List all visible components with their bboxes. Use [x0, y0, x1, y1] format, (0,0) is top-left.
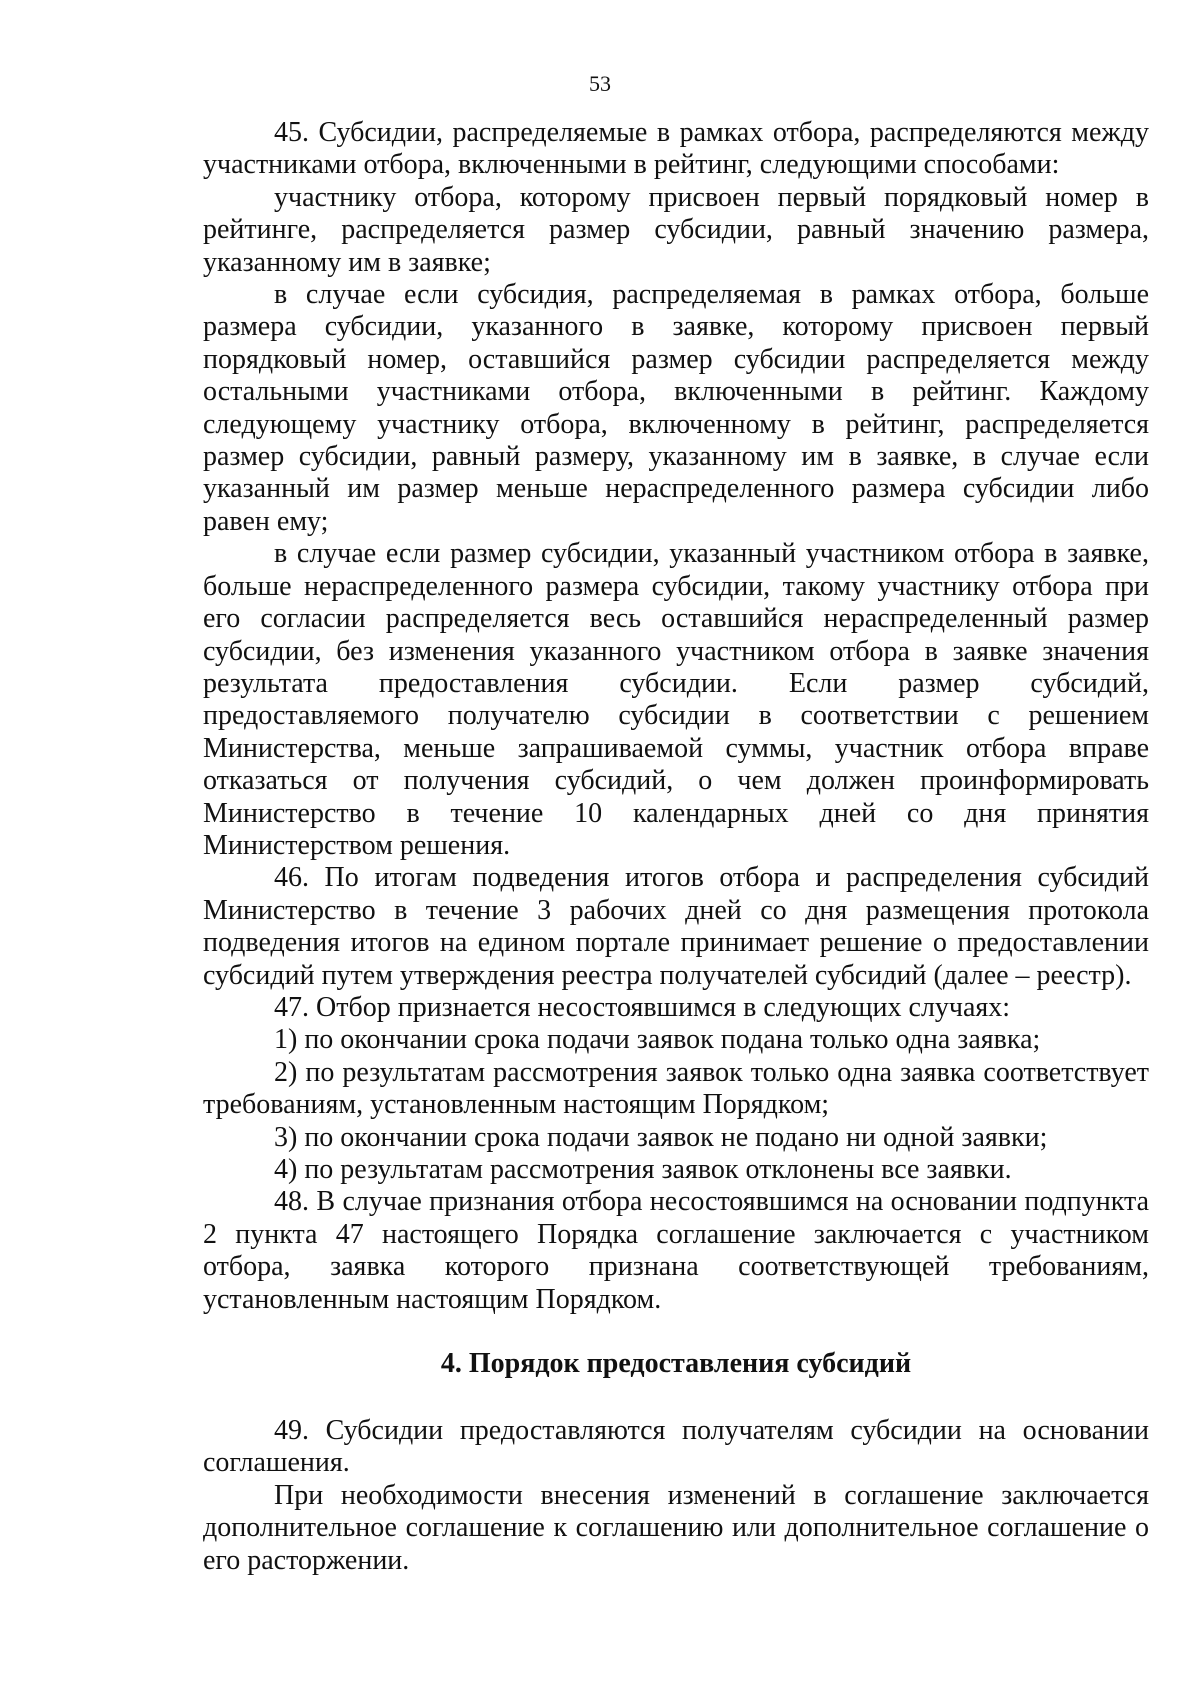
paragraph-47-item-3: 3) по окончании срока подачи заявок не подано ни одной заявки; — [274, 1121, 1048, 1153]
paragraph-46: 46. По итогам подведения итогов отбора и распределения субсидий Министерство в течение 3 рабочих дней со дня размещения протокола подведения итогов на едином портале принимает решение о предоставлении субсидий путем утверждения реестра получателей субсидий (далее – реестр). — [203, 862, 1149, 991]
paragraph-47-item-2: 2) по результатам рассмотрения заявок только одна заявка соответствует требованиям, установленным настоящим Порядком; — [203, 1056, 1149, 1121]
paragraph-45: 45. Субсидии, распределяемые в рамках отбора, распределяются между участниками отбора, включенными в рейтинг, следующими способами: — [203, 117, 1149, 181]
page-number: 53 — [589, 71, 611, 96]
paragraph-47: 47. Отбор признается несостоявшимся в следующих случаях: — [274, 991, 1011, 1023]
paragraph-45-method-2: в случае если субсидия, распределяемая в рамках отбора, больше размера субсидии, указанного в заявке, которому присвоен первый порядковый номер, оставшийся размер субсидии распределяется между остальными участниками отбора, включенными в рейтинг. Каждому следующему участнику отбора, включенному в рейтинг, распределяется размер субсидии, равный размеру, указанному им в заявке, в случае если указанный им размер меньше нераспределенного размера субсидии либо равен ему; — [203, 279, 1149, 537]
paragraph-47-item-4: 4) по результатам рассмотрения заявок отклонены все заявки. — [274, 1154, 1012, 1185]
paragraph-47-item-1: 1) по окончании срока подачи заявок подана только одна заявка; — [274, 1024, 1041, 1056]
paragraph-49-amendment: При необходимости внесения изменений в соглашение заключается дополнительное соглашение к соглашению или дополнительное соглашение о его расторжении. — [203, 1479, 1149, 1576]
paragraph-45-method-1: участнику отбора, которому присвоен первый порядковый номер в рейтинге, распределяется размер субсидии, равный значению размера, указанному им в заявке; — [203, 181, 1149, 278]
section-title: 4. Порядок предоставления субсидий — [440, 1348, 912, 1380]
paragraph-49: 49. Субсидии предоставляются получателям субсидии на основании соглашения. — [203, 1415, 1149, 1479]
paragraph-48: 48. В случае признания отбора несостоявшимся на основании подпункта 2 пункта 47 настоящего Порядка соглашение заключается с участником отбора, заявка которого признана соответствующей требованиям, установленным настоящим Порядком. — [203, 1186, 1149, 1315]
document-body — [203, 117, 1149, 1577]
paragraph-45-method-3: в случае если размер субсидии, указанный участником отбора в заявке, больше нераспределенного размера субсидии, такому участнику отбора при его согласии распределяется весь оставшийся нераспределенный размер субсидии, без изменения указанного участником отбора в заявке значения результата предоставления субсидии. Если размер субсидий, предоставляемого получателю субсидии в соответствии с решением Министерства, меньше запрашиваемой суммы, участник отбора вправе отказаться от получения субсидий, о чем должен проинформировать Министерство в течение 10 календарных дней со дня принятия Министерством решения. — [203, 538, 1149, 861]
